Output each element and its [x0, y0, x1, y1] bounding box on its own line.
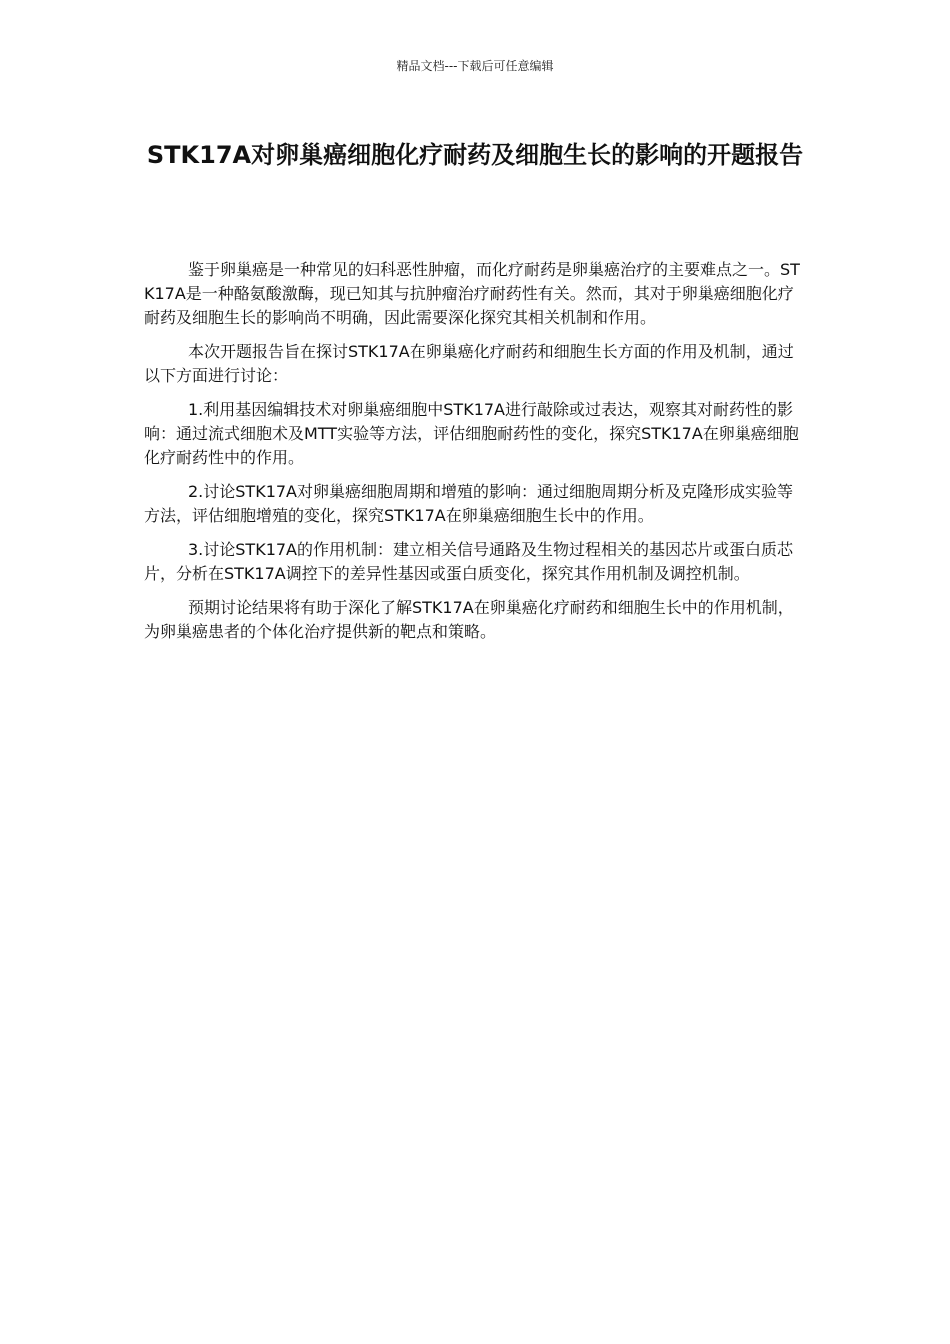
- paragraph-intro: 鉴于卵巢癌是一种常见的妇科恶性肿瘤，而化疗耐药是卵巢癌治疗的主要难点之一。STK17A是一种酪氨酸激酶，现已知其与抗肿瘤治疗耐药性有关。然而，其对于卵巢癌细胞化疗耐药及细胞生长的影响尚不明确，因此需要深化探究其相关机制和作用。: [144, 260, 800, 327]
- header-note: 精品文档---下载后可任意编辑: [396, 59, 554, 73]
- paragraph-item-3: 3.讨论STK17A的作用机制：建立相关信号通路及生物过程相关的基因芯片或蛋白质芯片，分析在STK17A调控下的差异性基因或蛋白质变化，探究其作用机制及调控机制。: [144, 540, 793, 583]
- paragraph-item-1: 1.利用基因编辑技术对卵巢癌细胞中STK17A进行敲除或过表达，观察其对耐药性的影响：通过流式细胞术及MTT实验等方法，评估细胞耐药性的变化，探究STK17A在卵巢癌细胞化疗耐药性中的作用。: [144, 400, 799, 467]
- paragraph-purpose: 本次开题报告旨在探讨STK17A在卵巢癌化疗耐药和细胞生长方面的作用及机制，通过以下方面进行讨论：: [144, 342, 794, 385]
- document-title: STK17A对卵巢癌细胞化疗耐药及细胞生长的影响的开题报告: [146, 141, 804, 169]
- paragraph-item-2: 2.讨论STK17A对卵巢癌细胞周期和增殖的影响：通过细胞周期分析及克隆形成实验等方法，评估细胞增殖的变化，探究STK17A在卵巢癌细胞生长中的作用。: [144, 482, 793, 525]
- document-body: [144, 258, 806, 654]
- paragraph-expected-result: 预期讨论结果将有助于深化了解STK17A在卵巢癌化疗耐药和细胞生长中的作用机制，为卵巢癌患者的个体化治疗提供新的靶点和策略。: [144, 598, 794, 641]
